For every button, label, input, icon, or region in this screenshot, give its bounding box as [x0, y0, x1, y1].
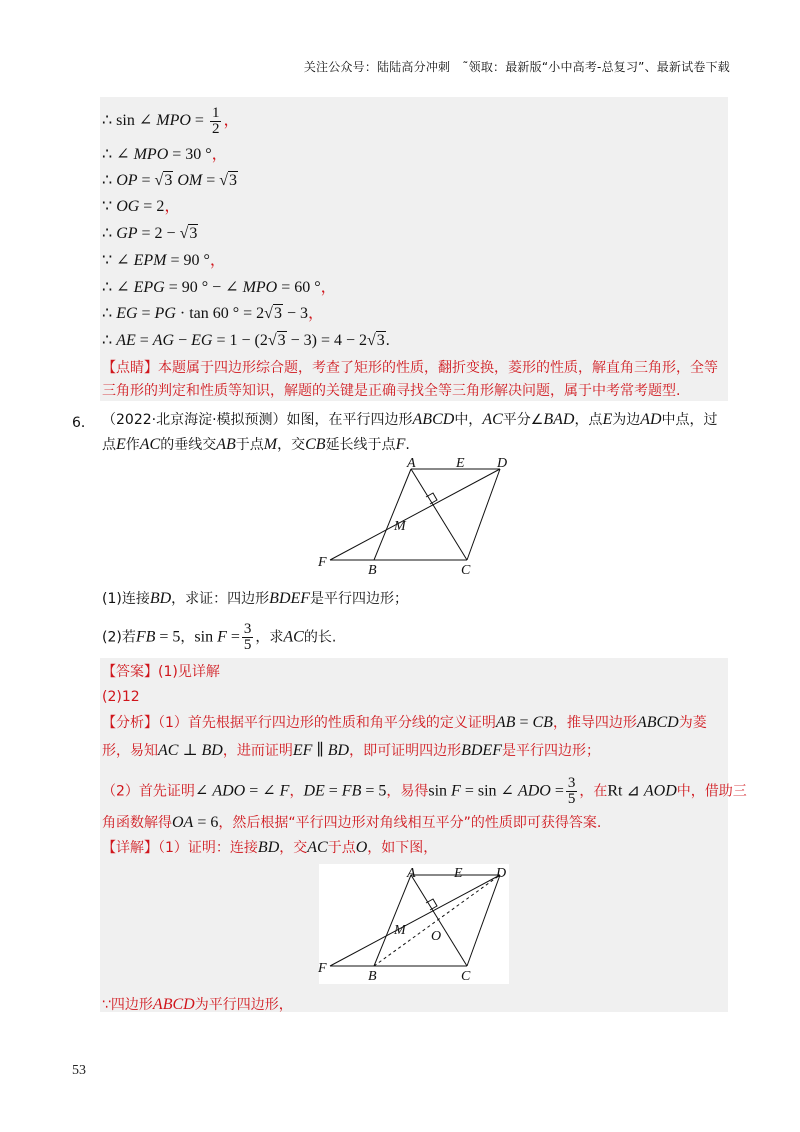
- line-AC: [411, 875, 467, 966]
- dianjing-line-2: 三角形的判定和性质等知识，解题的关键是正确寻找全等三角形解决问题，属于中考常考题型.: [102, 383, 681, 399]
- solution-line-7: ∴ ∠ EPG = 90 ° − ∠ MPO = 60 °，: [102, 279, 337, 296]
- line-DC: [467, 875, 500, 966]
- label-F: F: [318, 961, 327, 976]
- line-FE: [330, 875, 500, 966]
- line-AC: [411, 469, 467, 560]
- question-part-1: (1)连接BD，求证：四边形BDEF是平行四边形；: [102, 590, 409, 607]
- answer-line-1: 【答案】(1)见详解: [102, 664, 220, 680]
- line-AB: [374, 875, 411, 966]
- label-F: F: [318, 555, 327, 570]
- label-E: E: [454, 866, 463, 881]
- fraction: $\frac{3}{5}$: [243, 621, 252, 653]
- question-part-2: (2)若FB = 5，sin F = $\frac{3}{5}$ ，求AC的长.: [102, 621, 337, 653]
- detail-line-2: ∵四边形ABCD为平行四边形，: [102, 996, 293, 1013]
- analysis-line-4: 角函数解得OA = 6，然后根据“平行四边形对角线相互平分”的性质即可获得答案.: [102, 814, 602, 831]
- geometry-figure-1: [310, 458, 520, 578]
- solution-line-3: ∴ OP = √3 OM = √3: [102, 172, 238, 189]
- solution-line-4: ∵ OG = 2，: [102, 198, 181, 215]
- label-M: M: [394, 519, 406, 534]
- label-O: O: [431, 929, 442, 944]
- page-header: 关注公众号：陆陆高分冲刺 ˜领取：最新版“小中高考-总复习”、最新试卷下载: [303, 60, 730, 74]
- fraction: $\frac{1}{2}$: [211, 105, 220, 137]
- line-FE: [330, 469, 500, 560]
- solution-line-2: ∴ ∠ MPO = 30 °，: [102, 146, 228, 163]
- line-AB: [374, 469, 411, 560]
- solution-line-1: ∴ sin ∠ MPO = $\frac{1}{2}$ ，: [102, 105, 240, 137]
- answer-line-2: (2)12: [102, 689, 140, 705]
- question-number: 6．: [72, 415, 95, 431]
- line-DC: [467, 469, 500, 560]
- label-E: E: [456, 458, 465, 471]
- detail-line-1: 【详解】（1）证明：连接BD，交AC于点O，如下图，: [102, 839, 438, 856]
- solution-line-6: ∵ ∠ EPM = 90 °，: [102, 252, 226, 269]
- analysis-line-3: （2）首先证明∠ ADO = ∠ F，DE = FB = 5，易得sin F = sin ∠ ADO = $\frac{3}{5}$ ，在Rt ⊿ AOD中，借助三: [102, 775, 747, 807]
- label-B: B: [368, 563, 377, 578]
- solution-line-9: ∴ AE = AG − EG = 1 − (2√3 − 3) = 4 − 2√3.: [102, 332, 390, 349]
- dianjing-line-1: 【点睛】本题属于四边形综合题，考查了矩形的性质，翻折变换，菱形的性质，解直角三角形，全等: [102, 360, 718, 376]
- label-A: A: [407, 458, 416, 471]
- label-M: M: [394, 923, 406, 938]
- label-D: D: [497, 458, 508, 471]
- solution-line-8: ∴ EG = PG · tan 60 ° = 2√3 − 3，: [102, 305, 324, 322]
- label-C: C: [461, 969, 471, 984]
- solution-block: [100, 97, 728, 401]
- analysis-line-1: 【分析】（1）首先根据平行四边形的性质和角平分线的定义证明AB = CB，推导四边形ABCD为菱: [102, 714, 707, 731]
- label-B: B: [368, 969, 377, 984]
- analysis-line-2: 形，易知AC ⊥ BD，进而证明EF ∥ BD，即可证明四边形BDEF是平行四边形；: [102, 742, 600, 759]
- geometry-figure-2: [310, 864, 520, 984]
- solution-line-5: ∴ GP = 2 − √3: [102, 225, 198, 242]
- label-D: D: [496, 866, 507, 881]
- label-A: A: [407, 866, 416, 881]
- page-number: 53: [72, 1063, 86, 1078]
- question-stem-line-1: （2022·北京海淀·模拟预测）如图，在平行四边形ABCD中，AC平分∠BAD，点E为边AD中点，过: [102, 411, 718, 428]
- fraction: $\frac{3}{5}$: [567, 775, 576, 807]
- question-stem-line-2: 点E作AC的垂线交AB于点M，交CB延长线于点F.: [102, 436, 410, 453]
- label-C: C: [461, 563, 471, 578]
